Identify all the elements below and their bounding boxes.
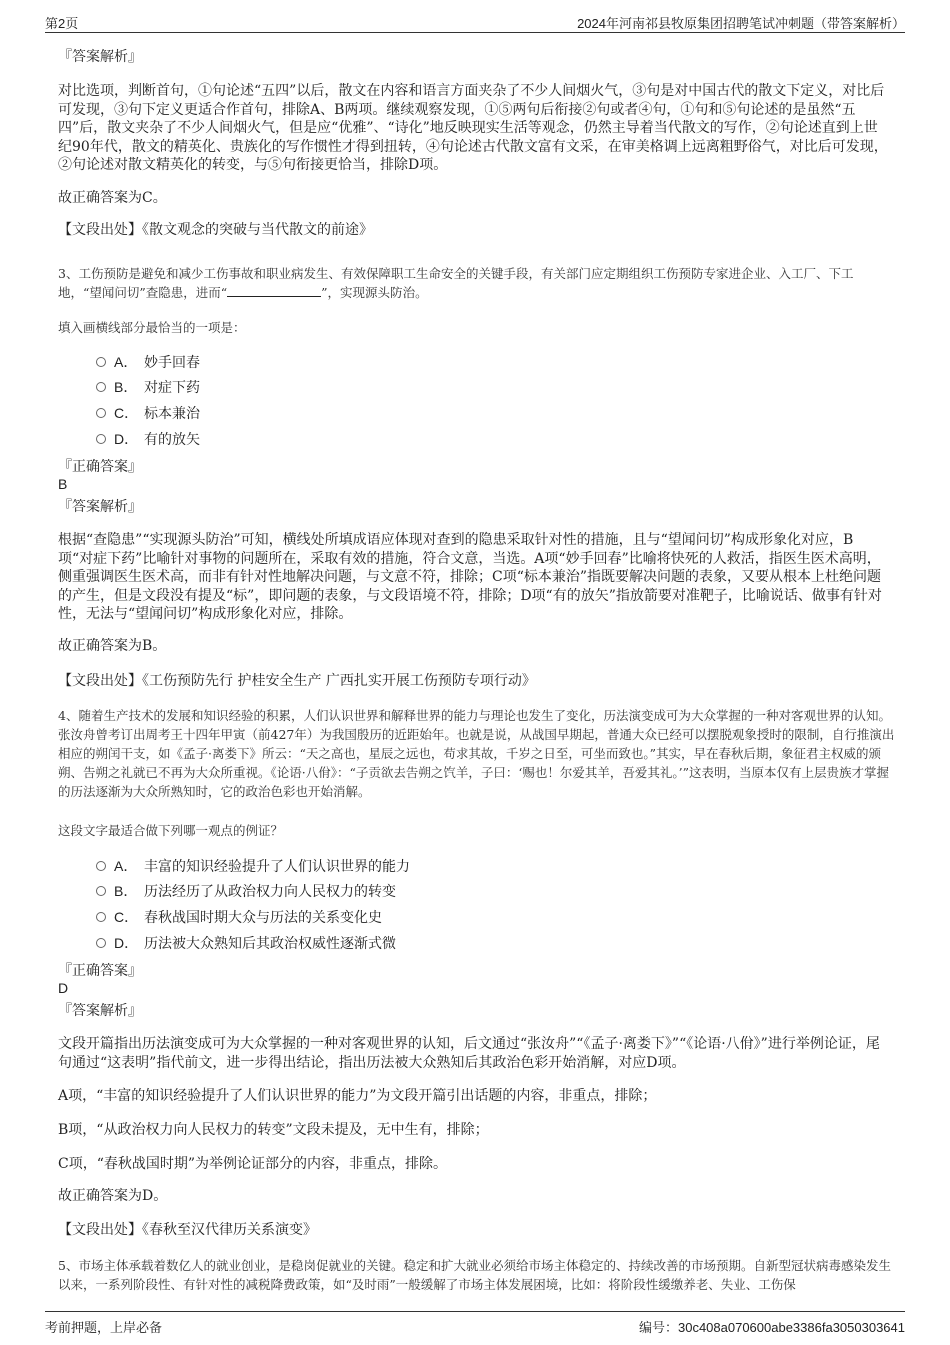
page-footer (45, 1311, 905, 1338)
conclusion: 故正确答案为C。 (58, 190, 167, 206)
correct-answer: B (58, 476, 68, 492)
option-b[interactable]: B． 历法经历了从政治权力向人民权力的转变 (96, 882, 396, 901)
correct-answer-label: 『正确答案』 (58, 459, 142, 475)
source-line: 【文段出处】《工伤预防先行 护桂安全生产 广西扎实开展工伤预防专项行动》 (58, 673, 536, 689)
source-line: 【文段出处】《春秋至汉代律历关系演变》 (58, 1222, 317, 1238)
radio-button[interactable] (96, 912, 106, 922)
question-4-stem: 4、随着生产技术的发展和知识经验的积累，人们认识世界和解释世界的能力与理论也发生了变化，历法演变成可为大众掌握的一种对客观世界的认知。张汝舟曾考订出周考王十四年甲寅（前427年）为我国殷历的近距始年。也就是说，从战国早期起，普通大众已经可以摆脱观象授时的限制，自行推演出相应的朔闰干支，如《孟子·离娄下》所云：“天之高也，星辰之远也，苟求其故，千岁之日至，可坐而致也。”其实，早在春秋后期，象征君主权威的颁朔、告朔之礼就已不再为大众所重视。《论语·八佾》：“子贡欲去告朔之饩羊，子曰：‘赐也！尔爱其羊，吾爱其礼。’”这表明，当原本仅有上层贵族才掌握的历法逐渐为大众所熟知时，它的政治色彩也开始消解。 (58, 708, 895, 799)
analysis-label: 『答案解析』 (58, 49, 142, 65)
option-d[interactable]: D． 有的放矢 (96, 430, 200, 449)
page-header (45, 10, 905, 33)
document-title: 2024年河南祁县牧原集团招聘笔试冲刺题（带答案解析） (577, 16, 905, 31)
radio-button[interactable] (96, 357, 106, 367)
analysis-point-b: B项，“从政治权力向人民权力的转变”文段未提及，无中生有，排除； (58, 1122, 489, 1138)
radio-button[interactable] (96, 861, 106, 871)
radio-button[interactable] (96, 938, 106, 948)
analysis-point-a: A项，“丰富的知识经验提升了人们认识世界的能力”为文段开篇引出话题的内容，非重点，排除； (58, 1088, 657, 1104)
radio-button[interactable] (96, 408, 106, 418)
source-line: 【文段出处】《散文观念的突破与当代散文的前途》 (58, 222, 373, 238)
question-4-ask: 这段文字最适合做下列哪一观点的例证？ (58, 823, 284, 838)
question-3-stem: 3、工伤预防是避免和减少工伤事故和职业病发生、有效保障职工生命安全的关键手段，有关部门应定期组织工伤预防专家进企业、入工厂、下工地，“望闻问切”查隐患，进而“ ”，实现源头防治。 (58, 266, 854, 300)
option-a[interactable]: A． 丰富的知识经验提升了人们认识世界的能力 (96, 857, 410, 876)
option-c[interactable]: C． 春秋战国时期大众与历法的关系变化史 (96, 908, 382, 927)
conclusion: 故正确答案为B。 (58, 638, 167, 654)
radio-button[interactable] (96, 434, 106, 444)
radio-button[interactable] (96, 886, 106, 896)
option-a[interactable]: A． 妙手回春 (96, 353, 200, 372)
conclusion: 故正确答案为D。 (58, 1188, 168, 1204)
question-3-ask: 填入画横线部分最恰当的一项是： (58, 320, 246, 335)
question-5-stem: 5、市场主体承载着数亿人的就业创业，是稳岗促就业的关键。稳定和扩大就业必须给市场主体稳定的、持续改善的市场预期。自新型冠状病毒感染发生以来，一系列阶段性、有针对性的减税降费政策，如“及时雨”一般缓解了市场主体发展困境，比如：将阶段性缓缴养老、失业、工伤保 (58, 1258, 891, 1292)
footer-slogan: 考前押题，上岸必备 (45, 1320, 163, 1335)
analysis-label: 『答案解析』 (58, 1003, 142, 1019)
correct-answer-label: 『正确答案』 (58, 963, 142, 979)
option-c[interactable]: C． 标本兼治 (96, 404, 200, 423)
analysis-label: 『答案解析』 (58, 499, 142, 515)
analysis-text: 文段开篇指出历法演变成可为大众掌握的一种对客观世界的认知，后文通过“张汝舟”“《孟子·离娄下》”“《论语·八佾》”进行举例论证，尾句通过“这表明”指代前文，进一步得出结论，指出历法被大众熟知后其政治色彩开始消解，对应D项。 (58, 1036, 880, 1071)
page-number: 第2页 (45, 16, 79, 31)
analysis-text: 根据“查隐患”“实现源头防治”可知，横线处所填成语应体现对查到的隐患采取针对性的措施，且与“望闻问切”构成形象化对应，B项“对症下药”比喻针对事物的问题所在，采取有效的措施，符合文意，当选。A项“妙手回春”比喻将快死的人救活，指医生医术高明，侧重强调医生医术高，而非有针对性地解决问题，与文意不符，排除；C项“标本兼治”指既要解决问题的表象，又要从根本上杜绝问题的产生，但是文段没有提及“标”，即问题的表象，与文段语境不符，排除；D项“有的放矢”指放箭要对准靶子，比喻说话、做事有针对性，无法与“望闻问切”构成形象化对应，排除。 (58, 532, 882, 623)
analysis-point-c: C项，“春秋战国时期”为举例论证部分的内容，非重点，排除。 (58, 1156, 448, 1172)
document-code: 编号：30c408a070600abe3386fa3050303641 (638, 1320, 905, 1335)
correct-answer: D (58, 980, 69, 996)
option-b[interactable]: B． 对症下药 (96, 378, 200, 397)
option-d[interactable]: D． 历法被大众熟知后其政治权威性逐渐式微 (96, 934, 396, 953)
answer-blank (227, 284, 321, 297)
analysis-text: 对比选项，判断首句，①句论述“五四”以后，散文在内容和语言方面夹杂了不少人间烟火气，③句是对中国古代的散文下定义，对比后可发现，③句下定义更适合作首句，排除A、B两项。继续观察发现，①⑤两句后衔接②句或者④句，①句和⑤句论述的是虽然“五四”后，散文夹杂了不少人间烟火气，但是应“优雅”、“诗化”地反映现实生活等观念，仍然主导着当代散文的写作，②句论述直到上世纪90年代，散文的精英化、贵族化的写作惯性才得到扭转，④句论述古代散文富有文采，在审美格调上远离粗野俗气，对比后可发现，②句论述对散文精英化的转变，与⑤句衔接更恰当，排除D项。 (58, 83, 888, 174)
radio-button[interactable] (96, 382, 106, 392)
